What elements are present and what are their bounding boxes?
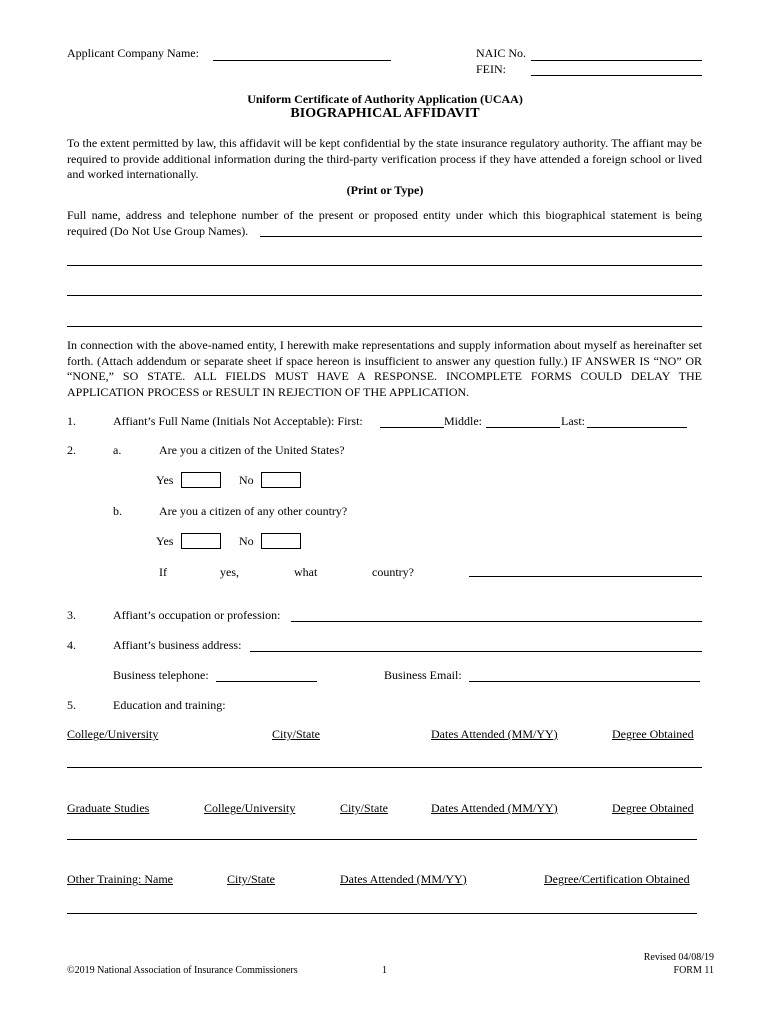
first-name-field[interactable]	[380, 427, 444, 428]
q1-number: 1.	[67, 414, 76, 428]
q2-number: 2.	[67, 443, 76, 457]
form-title-line2: BIOGRAPHICAL AFFIDAVIT	[290, 106, 480, 121]
q4-label: Affiant’s business address:	[113, 638, 242, 652]
grad-dates-header: Dates Attended (MM/YY)	[431, 801, 558, 815]
applicant-company-label: Applicant Company Name:	[67, 46, 199, 60]
last-label: Last:	[561, 414, 585, 428]
grad-degree-header: Degree Obtained	[612, 801, 694, 815]
occupation-field[interactable]	[291, 621, 702, 622]
connection-paragraph: In connection with the above-named entity, I herewith make representations and supply information about myself as hereinafter set forth. (Attach addendum or separate sheet if space hereon is insufficient to answer any question fully.) IF ANSWER IS “NO” OR “NONE,” SO STATE. ALL FIELDS MUST HAVE A RESPONSE. INCOMPLETE FORMS COULD DELAY THE APPLICATION PROCESS or RESULT IN REJECTION OF THE APPLICATION.	[67, 338, 702, 399]
grad-city-header: City/State	[340, 801, 388, 815]
other-training-header: Other Training: Name	[67, 872, 173, 886]
business-email-field[interactable]	[469, 681, 700, 682]
footer-form-number: FORM 11	[673, 965, 714, 976]
footer-revised: Revised 04/08/19	[643, 952, 714, 963]
naic-label: NAIC No.	[476, 46, 526, 60]
edu-city-header: City/State	[272, 727, 320, 741]
entity-address-line-1[interactable]	[67, 265, 702, 266]
q2a-yes-checkbox[interactable]	[181, 472, 221, 488]
applicant-company-field[interactable]	[213, 60, 391, 61]
other-dates-header: Dates Attended (MM/YY)	[340, 872, 467, 886]
q3-label: Affiant’s occupation or profession:	[113, 608, 281, 622]
other-city-header: City/State	[227, 872, 275, 886]
grad-entry-line[interactable]	[67, 839, 697, 840]
q2b-no-checkbox[interactable]	[261, 533, 301, 549]
q3-number: 3.	[67, 608, 76, 622]
naic-field[interactable]	[531, 60, 702, 61]
q2b-yes-label: Yes	[156, 534, 174, 548]
fein-field[interactable]	[531, 75, 702, 76]
what-word: what	[294, 565, 318, 579]
business-telephone-field[interactable]	[216, 681, 317, 682]
fein-label: FEIN:	[476, 62, 506, 76]
edu-entry-line[interactable]	[67, 767, 702, 768]
form-title-line1: Uniform Certificate of Authority Application (UCAA)	[247, 92, 523, 106]
entity-address-line-3[interactable]	[67, 326, 702, 327]
grad-studies-header: Graduate Studies	[67, 801, 150, 815]
edu-degree-header: Degree Obtained	[612, 727, 694, 741]
q2a-letter: a.	[113, 443, 122, 457]
q1-label: Affiant’s Full Name (Initials Not Acceptable): First:	[113, 414, 363, 428]
country-word: country?	[372, 565, 414, 579]
q2a-label: Are you a citizen of the United States?	[159, 443, 345, 457]
edu-dates-header: Dates Attended (MM/YY)	[431, 727, 558, 741]
last-name-field[interactable]	[587, 427, 687, 428]
business-address-field[interactable]	[250, 651, 702, 652]
middle-name-field[interactable]	[486, 427, 560, 428]
q2b-yes-checkbox[interactable]	[181, 533, 221, 549]
other-degree-header: Degree/Certification Obtained	[544, 872, 690, 886]
business-telephone-label: Business telephone:	[113, 668, 209, 682]
q2a-no-checkbox[interactable]	[261, 472, 301, 488]
if-word: If	[159, 565, 167, 579]
entity-address-line-2[interactable]	[67, 295, 702, 296]
print-or-type: (Print or Type)	[346, 183, 424, 197]
q2a-no-label: No	[239, 473, 254, 487]
q2a-yes-label: Yes	[156, 473, 174, 487]
entity-instruction: Full name, address and telephone number of the present or proposed entity under which this biographical statement is being required (Do Not Use Group Names).	[67, 208, 702, 238]
edu-college-header: College/University	[67, 727, 159, 741]
q2b-label: Are you a citizen of any other country?	[159, 504, 348, 518]
other-entry-line[interactable]	[67, 913, 697, 914]
q5-label: Education and training:	[113, 698, 226, 712]
q5-number: 5.	[67, 698, 76, 712]
footer-page-number: 1	[382, 965, 387, 976]
footer-copyright: ©2019 National Association of Insurance Commissioners	[67, 965, 298, 976]
q4-number: 4.	[67, 638, 76, 652]
business-email-label: Business Email:	[384, 668, 462, 682]
grad-college-header: College/University	[204, 801, 296, 815]
entity-name-field[interactable]	[260, 236, 702, 237]
other-country-field[interactable]	[469, 576, 702, 577]
q2b-letter: b.	[113, 504, 122, 518]
yes-word: yes,	[220, 565, 239, 579]
middle-label: Middle:	[444, 414, 482, 428]
confidentiality-intro: To the extent permitted by law, this affidavit will be kept confidential by the state insurance regulatory authority. The affiant may be required to provide additional information during the third-party verification process if they have attended a foreign school or lived and worked internationally.	[67, 136, 702, 181]
q2b-no-label: No	[239, 534, 254, 548]
